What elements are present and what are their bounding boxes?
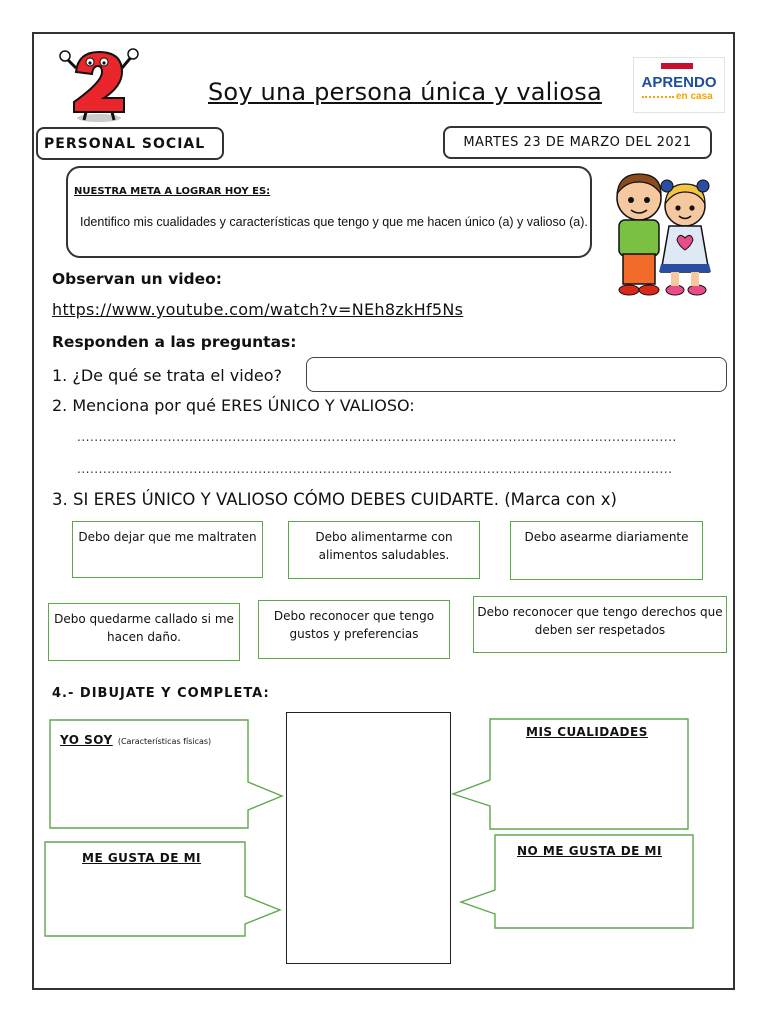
question-3: 3. SI ERES ÚNICO Y VALIOSO CÓMO DEBES CUIDARTE. (Marca con x): [52, 490, 617, 509]
no-me-gusta-label: NO ME GUSTA DE MI: [517, 844, 662, 858]
aprendo-logo: [633, 57, 725, 113]
option-maltraten[interactable]: Debo dejar que me maltraten: [72, 521, 263, 578]
video-link[interactable]: https://www.youtube.com/watch?v=NEh8zkHf5Ns: [52, 300, 464, 319]
question-2: 2. Menciona por qué ERES ÚNICO Y VALIOSO:: [52, 396, 415, 415]
answer-line-2[interactable]: ..........................................................................................................................................: [77, 462, 673, 476]
yo-soy-note: (Características físicas): [117, 737, 212, 746]
mis-cualidades-label: MIS CUALIDADES: [526, 725, 648, 739]
yo-soy-label: YO SOY: [60, 733, 113, 747]
logo-sub-text: en casa: [676, 91, 713, 102]
children-illustration-icon: [603, 168, 715, 300]
answer-line-1[interactable]: ...........................................................................................................................................: [77, 430, 677, 444]
logo-main-text: APRENDO: [641, 74, 717, 91]
yo-soy-label-group: [60, 729, 211, 748]
option-asearme[interactable]: Debo asearme diariamente: [510, 521, 703, 580]
option-callado[interactable]: Debo quedarme callado si me hacen daño.: [48, 603, 240, 661]
option-gustos[interactable]: Debo reconocer que tengo gustos y preferencias: [258, 600, 450, 659]
option-derechos[interactable]: Debo reconocer que tengo derechos que deben ser respetados: [473, 596, 727, 653]
goal-text: Identifico mis cualidades y características que tengo y que me hacen único (a) y valioso (a).: [80, 215, 588, 229]
subject-area: PERSONAL SOCIAL: [36, 127, 224, 160]
goal-heading: NUESTRA META A LOGRAR HOY ES:: [74, 186, 271, 197]
me-gusta-label: ME GUSTA DE MI: [82, 851, 202, 865]
number-two-mascot-icon: [56, 42, 142, 124]
questions-heading: Responden a las preguntas:: [52, 333, 297, 351]
section-4-heading: 4.- DIBUJATE Y COMPLETA:: [52, 686, 270, 701]
goal-box: [66, 166, 592, 258]
self-portrait-box[interactable]: [286, 712, 451, 964]
option-alimentarme[interactable]: Debo alimentarme con alimentos saludables.: [288, 521, 480, 579]
question-1: 1. ¿De qué se trata el video?: [52, 366, 282, 385]
date-label: MARTES 23 DE MARZO DEL 2021: [443, 126, 712, 159]
answer-1-field[interactable]: [306, 357, 727, 392]
page-title: Soy una persona única y valiosa: [208, 78, 602, 106]
video-heading: Observan un video:: [52, 270, 222, 288]
